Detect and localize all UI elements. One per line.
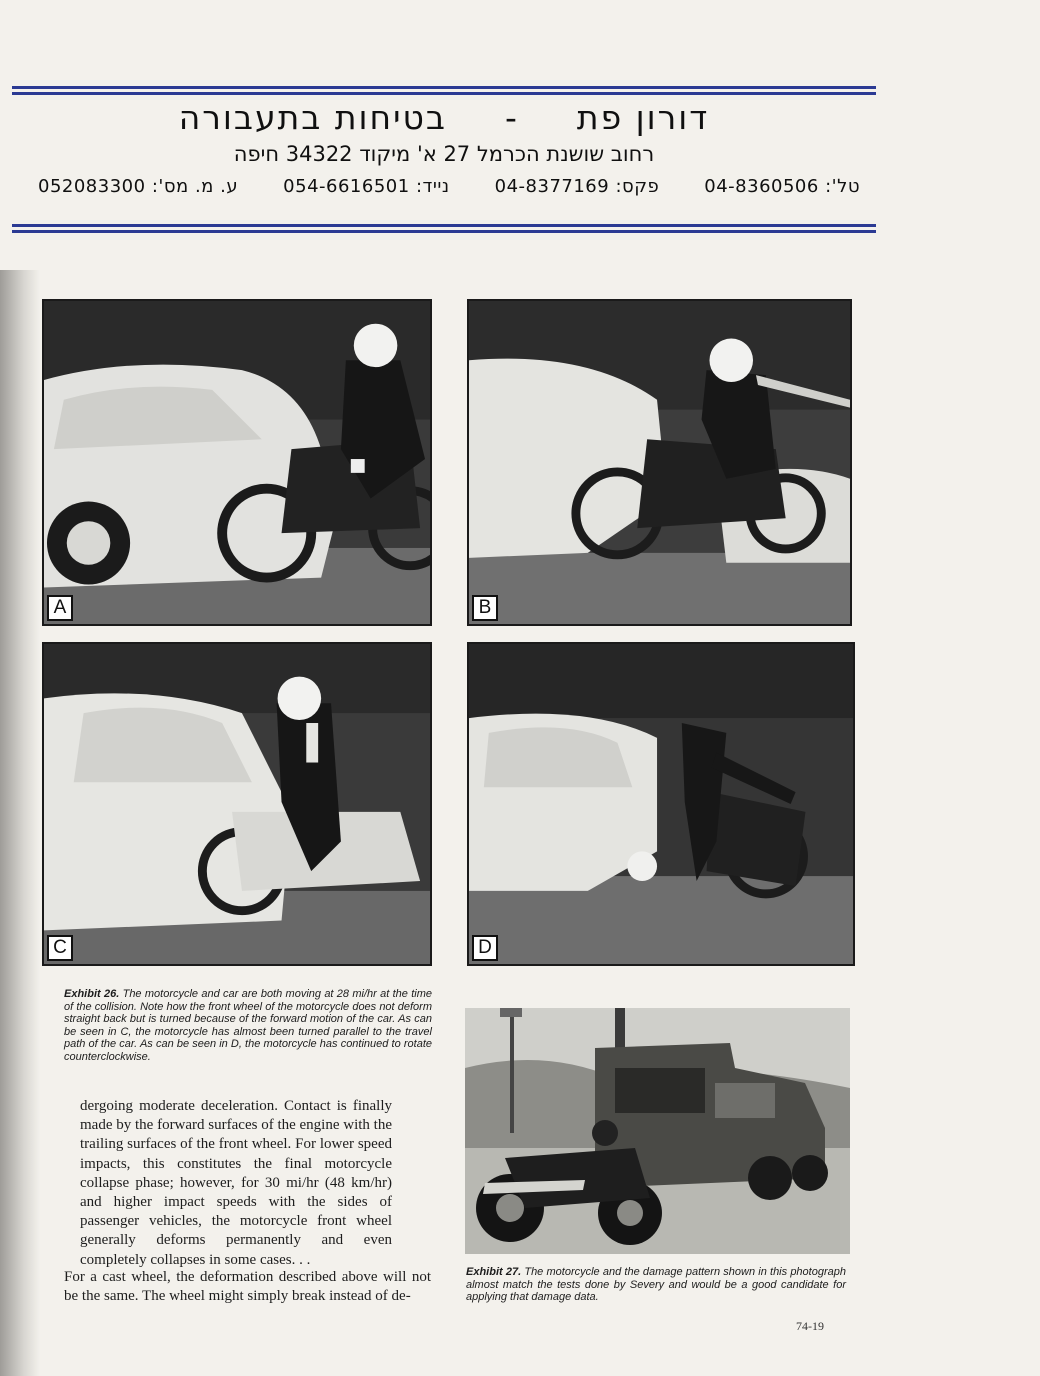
body-paragraph-1: dergoing moderate deceleration. Contact is finally made by the forward surfaces of the engine with the trailing surfaces of the front wheel. For lower speed impacts, this constitutes the final motorcycle collapse phase; however, for 30 mi/hr (48 km/hr) and higher impact speeds with the sides of passenger vehicles, the motorcycle front wheel generally deforms permanently and even completely collapses in some cases. . . [80,1098,392,1268]
exhibit-27-image [465,1008,850,1254]
photo-label-d: D [472,935,498,961]
letterhead-tagline: בטיחות בתעבורה [178,98,447,137]
letterhead-title [12,98,876,137]
crash-photo-c [42,642,432,966]
page-number: 74-19 [796,1319,824,1333]
photo-label-b: B [472,595,498,621]
crash-photo-a [42,299,432,626]
crash-photo-d [467,642,855,966]
exhibit-26-title: Exhibit 26. [64,988,120,1000]
exhibit-27-photo [465,1008,850,1254]
photo-label-a: A [47,595,73,621]
crash-photo-d-image [469,644,853,964]
exhibit-27-title: Exhibit 27. [466,1266,522,1278]
letterhead-bottom-rule [12,224,876,236]
body-paragraph-2: For a cast wheel, the deformation described above will not be the same. The wheel might simply break instead of de- [64,1269,431,1305]
contact-fax: פקס: 04-8377169 [494,176,660,197]
letterhead-contacts [12,176,876,197]
crash-photo-c-image [44,644,430,964]
crash-photo-b-image [469,301,850,624]
exhibit-27-caption [466,1266,846,1304]
exhibit-26-caption [64,988,432,1064]
exhibit-26-text: The motorcycle and car are both moving at 28 mi/hr at the time of the collision. Note how the front wheel of the motorcycle does not deform straight back but is turned because of the forward motion of the car. As can be seen in C, the motorcycle has almost been turned parallel to the travel path of the car. As can be seen in D, the motorcycle has continued to rotate counterclockwise. [64,988,432,1063]
contact-mobile: נייד: 054-6616501 [283,176,450,197]
contact-tax-id: ע. מ. מס': 052083300 [38,176,239,197]
crash-photo-b [467,299,852,626]
contact-phone: טל': 04-8360506 [704,176,860,197]
photo-label-c: C [47,935,73,961]
letterhead-separator: - [504,98,519,137]
crash-photo-a-image [44,301,430,624]
binding-shadow [0,270,40,1376]
letterhead-address: רחוב שושנת הכרמל 27 א' מיקוד 34322 חיפה [233,142,655,166]
exhibit-27-text: The motorcycle and the damage pattern shown in this photograph almost match the tests done by Severy and would be a good candidate for applying that damage data. [466,1266,846,1304]
letterhead-top-rule [12,86,876,98]
letterhead-name: דורון פת [576,98,710,137]
